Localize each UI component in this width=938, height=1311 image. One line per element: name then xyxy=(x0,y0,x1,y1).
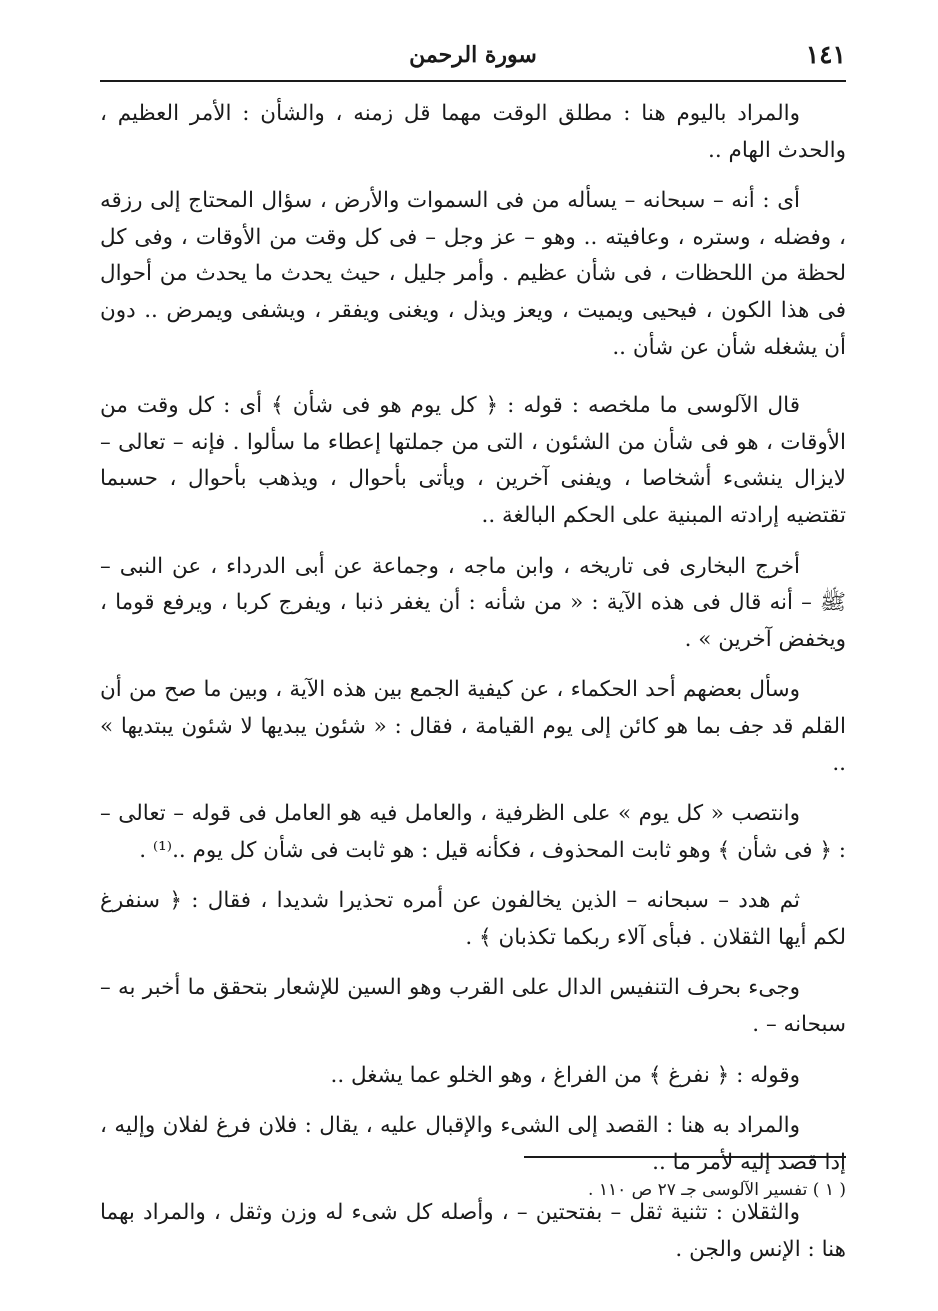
paragraph-1: والمراد باليوم هنا : مطلق الوقت مهما قل زمنه ، والشأن : الأمر العظيم ، والحدث الهام .. xyxy=(100,101,846,163)
footnote: ( ١ ) تفسير الآلوسى جـ ٢٧ ص ١١٠ . xyxy=(588,1180,846,1200)
paragraph-3: قال الآلوسى ما ملخصه : قوله : ﴿ كل يوم هو فى شأن ﴾ أى : كل وقت من الأوقات ، هو فى شأن من الشئون ، التى من جملتها إعطاء ما سألوا . فإنه – تعالى – لايزال ينشىء أشخاصا ، ويفنى آخرين ، ويأتى بأحوال ، ويذهب بأحوال ، حسبما تقتضيه إرادته المبنية على الحكم البالغة .. xyxy=(100,393,846,528)
footnote-divider xyxy=(524,1156,846,1158)
paragraph-5: وسأل بعضهم أحد الحكماء ، عن كيفية الجمع بين هذه الآية ، وبين ما صح من أن القلم قد جف بما هو كائن إلى يوم القيامة ، فقال : « شئون يبديها لا شئون يبتديها » .. xyxy=(100,677,846,776)
paragraph-4: أخرج البخارى فى تاريخه ، وابن ماجه ، وجماعة عن أبى الدرداء ، عن النبى – ﷺ – أنه قال فى هذه الآية : « من شأنه : أن يغفر ذنبا ، ويفرج كربا ، ويرفع قوما ، ويخفض آخرين » . xyxy=(100,553,846,652)
paragraph-7: ثم هدد – سبحانه – الذين يخالفون عن أمره تحذيرا شديدا ، فقال : ﴿ سنفرغ لكم أيها الثقلان . فبأى آلاء ربكما تكذبان ﴾ . xyxy=(100,888,846,950)
page-number: ١٤١ xyxy=(805,40,846,69)
paragraph-8: وجىء بحرف التنفيس الدال على القرب وهو السين للإشعار بتحقق ما أخبر به – سبحانه – . xyxy=(100,975,846,1038)
paragraph-10: والمراد به هنا : القصد إلى الشىء والإقبال عليه ، يقال : فلان فرغ لفلان وإليه ، إذا قصد إليه لأمر ما .. xyxy=(100,1113,846,1175)
paragraph-11: والثقلان : تثنية ثقل – بفتحتين – ، وأصله كل شىء له وزن وثقل ، والمراد بهما هنا : الإنس والجن . xyxy=(100,1200,846,1263)
paragraph-6: وانتصب « كل يوم » على الظرفية ، والعامل فيه هو العامل فى قوله – تعالى – : ﴿ فى شأن ﴾ وهو ثابت المحذوف ، فكأنه قيل : هو ثابت فى شأن كل يوم ..⁽¹⁾ . xyxy=(100,801,846,863)
paragraph-2: أى : أنه – سبحانه – يسأله من فى السموات والأرض ، سؤال المحتاج إلى رزقه ، وفضله ، وستره ، وعافيته .. وهو – عز وجل – فى كل وقت من الأوقات ، وفى كل لحظة من اللحظات ، فى شأن عظيم . وأمر جليل ، حيث يحدث ما يحدث من أحوال فى هذا الكون ، فيحيى ويميت ، ويعز ويذل ، ويغنى ويفقر ، ويشفى ويمرض .. دون أن يشغله شأن عن شأن .. xyxy=(100,188,846,360)
page-header xyxy=(100,36,846,82)
page-body xyxy=(100,96,846,1283)
paragraph-9: وقوله : ﴿ نفرغ ﴾ من الفراغ ، وهو الخلو عما يشغل .. xyxy=(330,1062,800,1088)
running-title: سورة الرحمن xyxy=(409,42,537,68)
